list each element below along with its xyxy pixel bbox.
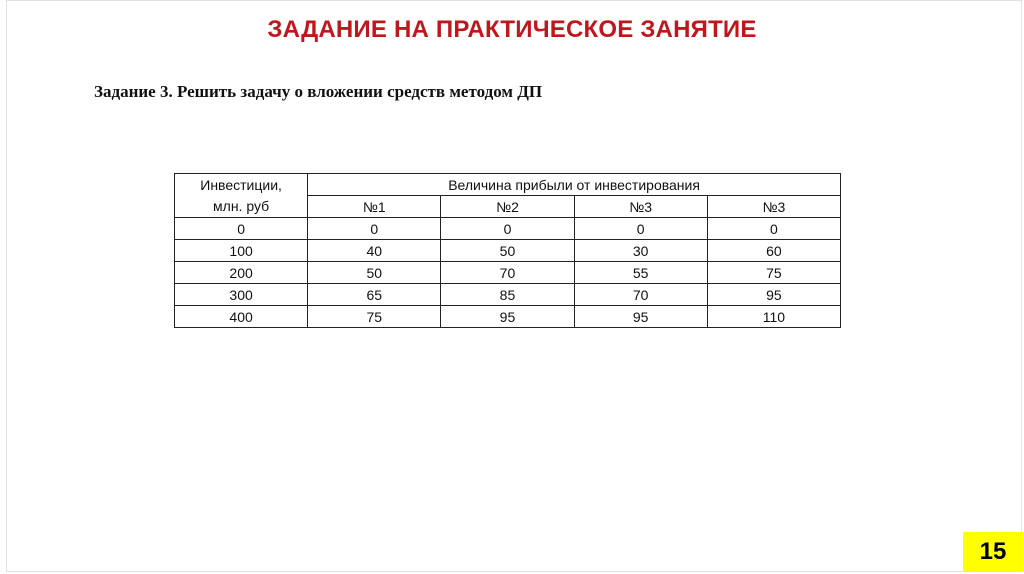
table-row	[175, 218, 841, 240]
table-cell: 50	[441, 240, 574, 262]
table-cell: 95	[441, 306, 574, 328]
table-cell: 0	[175, 218, 308, 240]
table-cell: 55	[574, 262, 707, 284]
table-cell: 0	[308, 218, 441, 240]
table-cell: 65	[308, 284, 441, 306]
table-row	[175, 284, 841, 306]
table-cell: 60	[707, 240, 840, 262]
table-cell: 95	[574, 306, 707, 328]
project-header: №1	[308, 196, 441, 218]
investment-header	[175, 174, 308, 218]
investment-header-text: Инвестиции, млн. руб	[200, 176, 282, 214]
table-cell: 40	[308, 240, 441, 262]
investment-table	[174, 173, 841, 328]
slide-title: ЗАДАНИЕ НА ПРАКТИЧЕСКОЕ ЗАНЯТИЕ	[267, 16, 757, 43]
table-row	[175, 306, 841, 328]
table-row	[175, 240, 841, 262]
project-header: №2	[441, 196, 574, 218]
task-text: Задание 3. Решить задачу о вложении средств методом ДП	[94, 82, 543, 101]
table-row	[175, 262, 841, 284]
table-cell: 0	[441, 218, 574, 240]
table-cell: 50	[308, 262, 441, 284]
table-cell: 85	[441, 284, 574, 306]
project-header: №3	[707, 196, 840, 218]
table-cell: 0	[574, 218, 707, 240]
profit-header: Величина прибыли от инвестирования	[308, 174, 841, 196]
table-cell: 95	[707, 284, 840, 306]
table-cell: 400	[175, 306, 308, 328]
table-cell: 30	[574, 240, 707, 262]
table-cell: 0	[707, 218, 840, 240]
table-cell: 100	[175, 240, 308, 262]
table-cell: 70	[441, 262, 574, 284]
table-cell: 75	[308, 306, 441, 328]
table-cell: 200	[175, 262, 308, 284]
table-cell: 75	[707, 262, 840, 284]
table-cell: 110	[707, 306, 840, 328]
table-header-row	[175, 174, 841, 196]
table-cell: 300	[175, 284, 308, 306]
page-number-badge: 15	[963, 532, 1023, 572]
table-cell: 70	[574, 284, 707, 306]
project-header: №3	[574, 196, 707, 218]
